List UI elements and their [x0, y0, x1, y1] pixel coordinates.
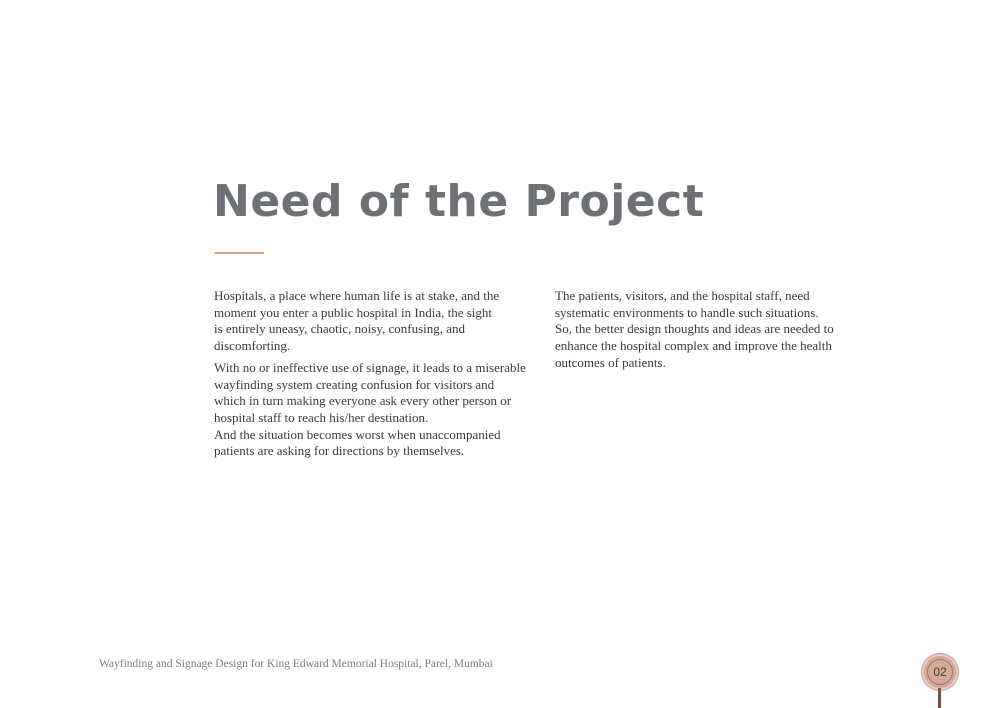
page-title: Need of the Project [213, 176, 705, 227]
intro-paragraph: Hospitals, a place where human life is at stake, and the moment you enter a public hospital in India, the sight is entirely uneasy, chaotic, noisy, confusing, and discomforting. [214, 288, 500, 354]
footer-caption: Wayfinding and Signage Design for King Edward Memorial Hospital, Parel, Mumbai [99, 658, 493, 670]
needs-paragraph: The patients, visitors, and the hospital staff, need systematic environments to handle such situations. So, the better design thoughts and ideas are needed to enhance the hospital complex and improve the health outcomes of patients. [555, 288, 834, 370]
right-text-column [555, 288, 855, 377]
signage-paragraph: With no or ineffective use of signage, it leads to a miserable wayfinding system creating confusion for visitors and which in turn making everyone ask every other person or hospital staff to reach his/her destination. And the situation becomes worst when unaccompanied patients are asking for directions by themselves. [214, 359, 526, 459]
title-underline [214, 252, 264, 254]
left-text-column [214, 288, 534, 465]
page-number: 02 [927, 659, 953, 685]
page-number-badge [922, 654, 958, 690]
page-number-stem [938, 688, 941, 708]
